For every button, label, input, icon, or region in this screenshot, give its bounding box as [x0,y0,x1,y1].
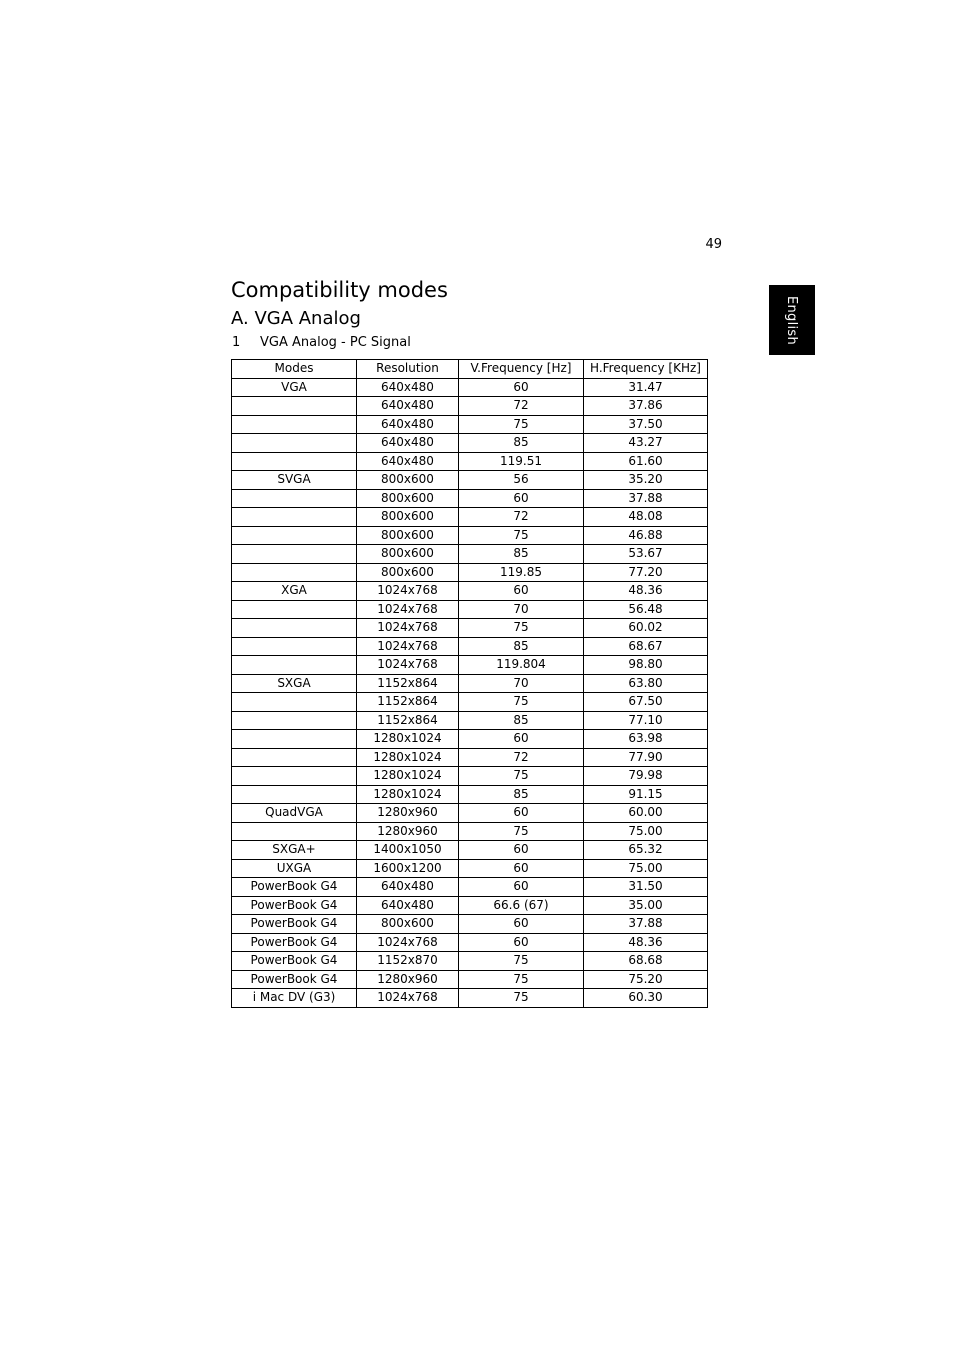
cell-resolution: 640x480 [357,415,459,434]
cell-v-frequency: 85 [459,637,584,656]
cell-v-frequency: 72 [459,397,584,416]
cell-v-frequency: 60 [459,933,584,952]
cell-v-frequency: 60 [459,841,584,860]
table-row [232,970,708,989]
cell-h-frequency: 60.00 [584,804,708,823]
cell-v-frequency: 75 [459,989,584,1008]
cell-resolution: 800x600 [357,526,459,545]
cell-v-frequency: 60 [459,859,584,878]
cell-resolution: 1280x960 [357,822,459,841]
cell-h-frequency: 35.20 [584,471,708,490]
cell-resolution: 800x600 [357,915,459,934]
subsection-label: VGA Analog - PC Signal [260,335,411,350]
cell-h-frequency: 75.20 [584,970,708,989]
table-row [232,674,708,693]
cell-v-frequency: 60 [459,878,584,897]
cell-resolution: 640x480 [357,452,459,471]
cell-mode: XGA [232,582,357,601]
cell-h-frequency: 75.00 [584,822,708,841]
table-row [232,933,708,952]
table-row [232,859,708,878]
cell-resolution: 1400x1050 [357,841,459,860]
cell-v-frequency: 119.51 [459,452,584,471]
cell-mode [232,545,357,564]
cell-mode: PowerBook G4 [232,878,357,897]
cell-mode [232,434,357,453]
cell-h-frequency: 37.50 [584,415,708,434]
table-row [232,508,708,527]
cell-v-frequency: 85 [459,785,584,804]
cell-resolution: 1152x864 [357,711,459,730]
header-v-frequency: V.Frequency [Hz] [459,360,584,379]
cell-mode: SVGA [232,471,357,490]
cell-h-frequency: 56.48 [584,600,708,619]
cell-mode [232,600,357,619]
cell-resolution: 800x600 [357,471,459,490]
cell-h-frequency: 77.90 [584,748,708,767]
table-row [232,767,708,786]
cell-h-frequency: 77.20 [584,563,708,582]
cell-mode [232,415,357,434]
cell-mode [232,730,357,749]
cell-h-frequency: 67.50 [584,693,708,712]
table-row [232,730,708,749]
cell-h-frequency: 61.60 [584,452,708,471]
cell-resolution: 1280x960 [357,804,459,823]
table-row [232,452,708,471]
cell-mode [232,619,357,638]
cell-mode [232,563,357,582]
cell-mode [232,489,357,508]
table-header-row [232,360,708,379]
table-row [232,434,708,453]
table-row [232,711,708,730]
cell-resolution: 1280x1024 [357,748,459,767]
table-row [232,415,708,434]
cell-v-frequency: 60 [459,730,584,749]
cell-v-frequency: 75 [459,619,584,638]
table-row [232,397,708,416]
cell-mode: VGA [232,378,357,397]
table-row [232,748,708,767]
cell-v-frequency: 60 [459,489,584,508]
header-h-frequency: H.Frequency [KHz] [584,360,708,379]
cell-h-frequency: 31.47 [584,378,708,397]
language-tab [769,285,815,355]
cell-v-frequency: 75 [459,693,584,712]
cell-mode [232,822,357,841]
cell-mode [232,452,357,471]
cell-mode: PowerBook G4 [232,970,357,989]
cell-mode [232,767,357,786]
header-resolution: Resolution [357,360,459,379]
cell-resolution: 800x600 [357,563,459,582]
cell-resolution: 1024x768 [357,933,459,952]
page-title: Compatibility modes [231,278,448,302]
cell-resolution: 1024x768 [357,582,459,601]
cell-h-frequency: 37.88 [584,915,708,934]
cell-v-frequency: 75 [459,952,584,971]
cell-resolution: 640x480 [357,434,459,453]
cell-mode [232,508,357,527]
cell-mode: SXGA [232,674,357,693]
cell-mode [232,748,357,767]
cell-v-frequency: 85 [459,545,584,564]
cell-v-frequency: 60 [459,804,584,823]
cell-mode: PowerBook G4 [232,915,357,934]
cell-h-frequency: 37.86 [584,397,708,416]
cell-h-frequency: 91.15 [584,785,708,804]
cell-mode [232,526,357,545]
cell-resolution: 1024x768 [357,637,459,656]
cell-h-frequency: 31.50 [584,878,708,897]
cell-h-frequency: 65.32 [584,841,708,860]
cell-h-frequency: 53.67 [584,545,708,564]
cell-resolution: 1152x864 [357,674,459,693]
cell-mode [232,637,357,656]
table-row [232,563,708,582]
table-row [232,619,708,638]
cell-h-frequency: 43.27 [584,434,708,453]
table-row [232,822,708,841]
cell-v-frequency: 75 [459,970,584,989]
cell-mode [232,397,357,416]
cell-h-frequency: 48.36 [584,933,708,952]
cell-v-frequency: 60 [459,378,584,397]
cell-resolution: 1280x1024 [357,767,459,786]
cell-h-frequency: 60.02 [584,619,708,638]
cell-v-frequency: 85 [459,711,584,730]
cell-mode: PowerBook G4 [232,896,357,915]
cell-mode: i Mac DV (G3) [232,989,357,1008]
table-body [232,378,708,1007]
table-row [232,378,708,397]
cell-h-frequency: 35.00 [584,896,708,915]
cell-mode: PowerBook G4 [232,933,357,952]
table-row [232,637,708,656]
table-row [232,545,708,564]
cell-h-frequency: 79.98 [584,767,708,786]
section-heading: A. VGA Analog [231,308,361,329]
cell-mode [232,656,357,675]
cell-v-frequency: 72 [459,508,584,527]
cell-h-frequency: 48.08 [584,508,708,527]
cell-resolution: 640x480 [357,878,459,897]
cell-resolution: 1024x768 [357,989,459,1008]
cell-resolution: 1024x768 [357,656,459,675]
cell-mode [232,785,357,804]
cell-resolution: 1600x1200 [357,859,459,878]
cell-h-frequency: 48.36 [584,582,708,601]
table-row [232,489,708,508]
cell-mode: UXGA [232,859,357,878]
cell-h-frequency: 37.88 [584,489,708,508]
cell-v-frequency: 119.804 [459,656,584,675]
table-row [232,878,708,897]
cell-resolution: 1024x768 [357,619,459,638]
cell-resolution: 800x600 [357,508,459,527]
cell-h-frequency: 63.80 [584,674,708,693]
cell-v-frequency: 85 [459,434,584,453]
cell-h-frequency: 46.88 [584,526,708,545]
cell-h-frequency: 75.00 [584,859,708,878]
cell-resolution: 640x480 [357,397,459,416]
subsection-number: 1 [232,335,241,350]
cell-v-frequency: 70 [459,600,584,619]
table-row [232,804,708,823]
table-row [232,526,708,545]
cell-v-frequency: 56 [459,471,584,490]
cell-h-frequency: 63.98 [584,730,708,749]
cell-resolution: 1280x1024 [357,730,459,749]
subsection-heading [232,335,411,350]
table-row [232,600,708,619]
cell-v-frequency: 60 [459,915,584,934]
page-number: 49 [705,237,722,252]
cell-h-frequency: 60.30 [584,989,708,1008]
cell-resolution: 1280x960 [357,970,459,989]
cell-v-frequency: 119.85 [459,563,584,582]
cell-v-frequency: 75 [459,526,584,545]
table-row [232,693,708,712]
table-row [232,656,708,675]
cell-resolution: 1152x870 [357,952,459,971]
cell-mode: PowerBook G4 [232,952,357,971]
cell-mode: QuadVGA [232,804,357,823]
compatibility-table [231,359,708,1008]
cell-v-frequency: 75 [459,415,584,434]
table-row [232,471,708,490]
table-row [232,989,708,1008]
cell-mode [232,693,357,712]
cell-resolution: 800x600 [357,489,459,508]
cell-mode: SXGA+ [232,841,357,860]
cell-v-frequency: 66.6 (67) [459,896,584,915]
table-row [232,896,708,915]
table-row [232,841,708,860]
table-row [232,582,708,601]
cell-resolution: 1152x864 [357,693,459,712]
cell-resolution: 640x480 [357,896,459,915]
cell-h-frequency: 68.67 [584,637,708,656]
table-row [232,785,708,804]
cell-h-frequency: 77.10 [584,711,708,730]
cell-resolution: 640x480 [357,378,459,397]
header-modes: Modes [232,360,357,379]
cell-resolution: 1024x768 [357,600,459,619]
language-tab-label: English [784,295,800,345]
table-row [232,915,708,934]
cell-h-frequency: 68.68 [584,952,708,971]
cell-v-frequency: 75 [459,767,584,786]
cell-v-frequency: 75 [459,822,584,841]
table-row [232,952,708,971]
cell-mode [232,711,357,730]
cell-v-frequency: 70 [459,674,584,693]
cell-h-frequency: 98.80 [584,656,708,675]
cell-v-frequency: 60 [459,582,584,601]
cell-v-frequency: 72 [459,748,584,767]
cell-resolution: 800x600 [357,545,459,564]
cell-resolution: 1280x1024 [357,785,459,804]
